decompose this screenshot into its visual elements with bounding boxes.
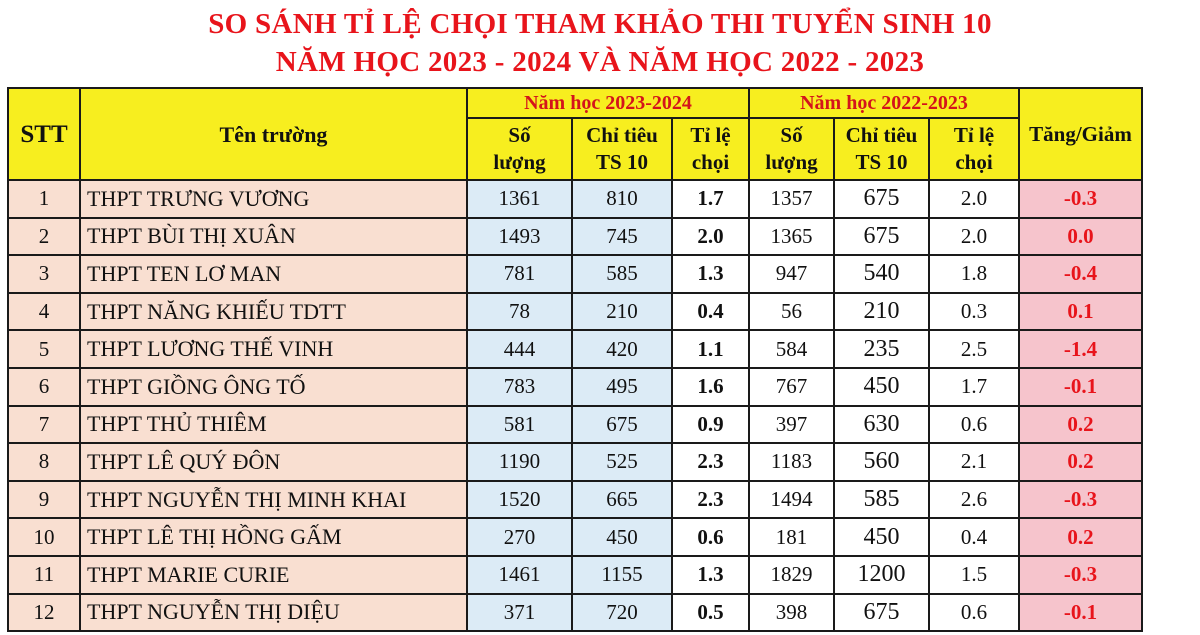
cell-quota-2022: 675 bbox=[834, 218, 929, 256]
header-count-2022 bbox=[749, 118, 834, 180]
header-count-line-1: Số bbox=[508, 123, 531, 147]
table-row bbox=[8, 556, 1142, 594]
cell-stt: 10 bbox=[8, 518, 80, 556]
cell-change: -0.1 bbox=[1019, 368, 1142, 406]
header-ratio-line-2: chọi bbox=[691, 150, 730, 174]
header-year-2022-2023: Năm học 2022-2023 bbox=[749, 88, 1019, 118]
cell-change: 0.2 bbox=[1019, 406, 1142, 444]
cell-change: -0.4 bbox=[1019, 255, 1142, 293]
cell-count-2022: 1494 bbox=[749, 481, 834, 519]
cell-ratio-2023: 1.7 bbox=[672, 180, 749, 218]
cell-ratio-2022: 1.8 bbox=[929, 255, 1019, 293]
cell-count-2022: 584 bbox=[749, 330, 834, 368]
cell-stt: 7 bbox=[8, 406, 80, 444]
cell-count-2023: 1190 bbox=[467, 443, 572, 481]
header-ratio-line-1: Tỉ lệ bbox=[690, 123, 731, 147]
cell-count-2022: 1829 bbox=[749, 556, 834, 594]
cell-change: 0.2 bbox=[1019, 443, 1142, 481]
header-quota-line-1: Chỉ tiêu bbox=[845, 123, 918, 147]
cell-quota-2023: 525 bbox=[572, 443, 672, 481]
cell-count-2022: 1365 bbox=[749, 218, 834, 256]
cell-count-2023: 78 bbox=[467, 293, 572, 331]
header-quota-line-1: Chỉ tiêu bbox=[586, 123, 658, 147]
header-row-years bbox=[8, 88, 1142, 118]
cell-count-2023: 783 bbox=[467, 368, 572, 406]
table-row bbox=[8, 218, 1142, 256]
header-count-line-2: lượng bbox=[765, 150, 818, 174]
cell-school-name: THPT MARIE CURIE bbox=[80, 556, 467, 594]
cell-count-2023: 1520 bbox=[467, 481, 572, 519]
cell-stt: 12 bbox=[8, 594, 80, 632]
header-count-line-2: lượng bbox=[493, 150, 546, 174]
cell-ratio-2023: 0.5 bbox=[672, 594, 749, 632]
cell-quota-2023: 720 bbox=[572, 594, 672, 632]
header-ratio-2022 bbox=[929, 118, 1019, 180]
cell-ratio-2022: 2.6 bbox=[929, 481, 1019, 519]
cell-quota-2022: 1200 bbox=[834, 556, 929, 594]
header-ratio-line-2: chọi bbox=[955, 150, 993, 174]
cell-count-2022: 1183 bbox=[749, 443, 834, 481]
cell-quota-2023: 450 bbox=[572, 518, 672, 556]
header-change: Tăng/Giảm bbox=[1019, 88, 1142, 180]
cell-school-name: THPT TRƯNG VƯƠNG bbox=[80, 180, 467, 218]
header-stt: STT bbox=[8, 88, 80, 180]
cell-stt: 8 bbox=[8, 443, 80, 481]
cell-quota-2022: 585 bbox=[834, 481, 929, 519]
table-row bbox=[8, 518, 1142, 556]
cell-quota-2023: 420 bbox=[572, 330, 672, 368]
table-row bbox=[8, 293, 1142, 331]
cell-count-2023: 444 bbox=[467, 330, 572, 368]
cell-quota-2022: 450 bbox=[834, 368, 929, 406]
cell-ratio-2023: 1.3 bbox=[672, 255, 749, 293]
cell-stt: 2 bbox=[8, 218, 80, 256]
cell-count-2023: 1493 bbox=[467, 218, 572, 256]
header-school-name: Tên trường bbox=[80, 88, 467, 180]
cell-stt: 3 bbox=[8, 255, 80, 293]
cell-quota-2023: 675 bbox=[572, 406, 672, 444]
cell-ratio-2023: 2.3 bbox=[672, 443, 749, 481]
cell-count-2022: 398 bbox=[749, 594, 834, 632]
cell-stt: 1 bbox=[8, 180, 80, 218]
cell-school-name: THPT THỦ THIÊM bbox=[80, 406, 467, 444]
cell-school-name: THPT LƯƠNG THẾ VINH bbox=[80, 330, 467, 368]
header-quota-line-2: TS 10 bbox=[596, 150, 648, 174]
table-row bbox=[8, 368, 1142, 406]
table-row bbox=[8, 255, 1142, 293]
header-quota-2022 bbox=[834, 118, 929, 180]
cell-count-2022: 767 bbox=[749, 368, 834, 406]
cell-ratio-2022: 0.3 bbox=[929, 293, 1019, 331]
cell-quota-2022: 630 bbox=[834, 406, 929, 444]
table-row bbox=[8, 443, 1142, 481]
table-row bbox=[8, 406, 1142, 444]
cell-count-2022: 1357 bbox=[749, 180, 834, 218]
cell-ratio-2023: 2.0 bbox=[672, 218, 749, 256]
cell-quota-2023: 745 bbox=[572, 218, 672, 256]
header-ratio-line-1: Tỉ lệ bbox=[953, 123, 995, 147]
cell-count-2022: 56 bbox=[749, 293, 834, 331]
table-row bbox=[8, 594, 1142, 632]
cell-change: -1.4 bbox=[1019, 330, 1142, 368]
cell-school-name: THPT NGUYỄN THỊ DIỆU bbox=[80, 594, 467, 632]
cell-change: -0.1 bbox=[1019, 594, 1142, 632]
cell-quota-2022: 560 bbox=[834, 443, 929, 481]
cell-change: 0.2 bbox=[1019, 518, 1142, 556]
header-quota-line-2: TS 10 bbox=[855, 150, 908, 174]
cell-ratio-2022: 1.7 bbox=[929, 368, 1019, 406]
cell-school-name: THPT NGUYỄN THỊ MINH KHAI bbox=[80, 481, 467, 519]
cell-quota-2023: 495 bbox=[572, 368, 672, 406]
cell-count-2023: 781 bbox=[467, 255, 572, 293]
cell-quota-2022: 675 bbox=[834, 594, 929, 632]
cell-ratio-2023: 2.3 bbox=[672, 481, 749, 519]
cell-quota-2022: 540 bbox=[834, 255, 929, 293]
cell-ratio-2022: 2.0 bbox=[929, 218, 1019, 256]
cell-school-name: THPT LÊ THỊ HỒNG GẤM bbox=[80, 518, 467, 556]
cell-count-2023: 1461 bbox=[467, 556, 572, 594]
table-row bbox=[8, 481, 1142, 519]
cell-quota-2022: 675 bbox=[834, 180, 929, 218]
cell-count-2023: 581 bbox=[467, 406, 572, 444]
cell-count-2022: 947 bbox=[749, 255, 834, 293]
header-year-2023-2024: Năm học 2023-2024 bbox=[467, 88, 749, 118]
cell-quota-2023: 810 bbox=[572, 180, 672, 218]
cell-ratio-2022: 1.5 bbox=[929, 556, 1019, 594]
cell-school-name: THPT NĂNG KHIẾU TDTT bbox=[80, 293, 467, 331]
header-quota-2023 bbox=[572, 118, 672, 180]
cell-quota-2022: 210 bbox=[834, 293, 929, 331]
cell-ratio-2023: 0.4 bbox=[672, 293, 749, 331]
cell-count-2023: 270 bbox=[467, 518, 572, 556]
table-row bbox=[8, 180, 1142, 218]
cell-ratio-2023: 1.6 bbox=[672, 368, 749, 406]
cell-quota-2023: 585 bbox=[572, 255, 672, 293]
page-title-line-2: NĂM HỌC 2023 - 2024 VÀ NĂM HỌC 2022 - 2023 bbox=[275, 46, 925, 78]
cell-ratio-2023: 1.3 bbox=[672, 556, 749, 594]
cell-stt: 4 bbox=[8, 293, 80, 331]
comparison-table bbox=[7, 87, 1143, 632]
cell-quota-2022: 450 bbox=[834, 518, 929, 556]
cell-count-2023: 371 bbox=[467, 594, 572, 632]
cell-school-name: THPT TEN LƠ MAN bbox=[80, 255, 467, 293]
cell-ratio-2022: 0.6 bbox=[929, 406, 1019, 444]
table-row bbox=[8, 330, 1142, 368]
cell-change: -0.3 bbox=[1019, 481, 1142, 519]
cell-ratio-2022: 2.0 bbox=[929, 180, 1019, 218]
cell-count-2022: 181 bbox=[749, 518, 834, 556]
cell-ratio-2023: 1.1 bbox=[672, 330, 749, 368]
cell-change: 0.1 bbox=[1019, 293, 1142, 331]
cell-school-name: THPT BÙI THỊ XUÂN bbox=[80, 218, 467, 256]
cell-stt: 11 bbox=[8, 556, 80, 594]
cell-change: 0.0 bbox=[1019, 218, 1142, 256]
cell-count-2023: 1361 bbox=[467, 180, 572, 218]
page-title-line-1: SO SÁNH TỈ LỆ CHỌI THAM KHẢO THI TUYỂN SINH 10 bbox=[208, 8, 992, 40]
cell-stt: 6 bbox=[8, 368, 80, 406]
cell-quota-2022: 235 bbox=[834, 330, 929, 368]
header-count-line-1: Số bbox=[780, 123, 803, 147]
cell-ratio-2022: 0.6 bbox=[929, 594, 1019, 632]
cell-count-2022: 397 bbox=[749, 406, 834, 444]
cell-ratio-2023: 0.9 bbox=[672, 406, 749, 444]
cell-quota-2023: 210 bbox=[572, 293, 672, 331]
cell-ratio-2023: 0.6 bbox=[672, 518, 749, 556]
cell-school-name: THPT GIỒNG ÔNG TỐ bbox=[80, 368, 467, 406]
cell-ratio-2022: 2.1 bbox=[929, 443, 1019, 481]
cell-stt: 5 bbox=[8, 330, 80, 368]
cell-change: -0.3 bbox=[1019, 180, 1142, 218]
cell-change: -0.3 bbox=[1019, 556, 1142, 594]
header-count-2023 bbox=[467, 118, 572, 180]
cell-school-name: THPT LÊ QUÝ ĐÔN bbox=[80, 443, 467, 481]
cell-stt: 9 bbox=[8, 481, 80, 519]
cell-quota-2023: 1155 bbox=[572, 556, 672, 594]
cell-ratio-2022: 0.4 bbox=[929, 518, 1019, 556]
header-ratio-2023 bbox=[672, 118, 749, 180]
cell-ratio-2022: 2.5 bbox=[929, 330, 1019, 368]
cell-quota-2023: 665 bbox=[572, 481, 672, 519]
